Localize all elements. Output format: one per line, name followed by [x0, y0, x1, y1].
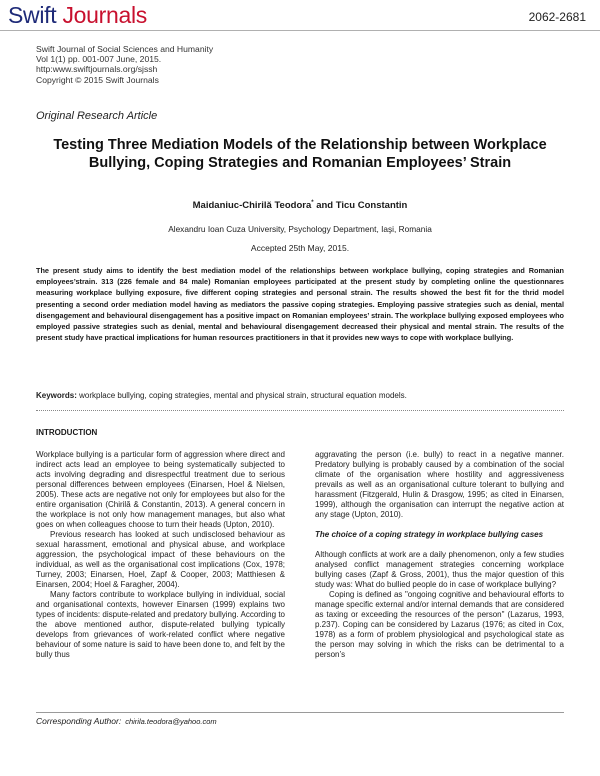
article-title: Testing Three Mediation Models of the Relationship between Workplace Bullying, Coping Strategies and Romanian Employees’ Strain: [53, 137, 547, 171]
introduction-heading: INTRODUCTION: [36, 428, 98, 437]
logo-word-swift: Swift: [8, 2, 57, 28]
paragraph: Many factors contribute to workplace bullying in individual, social and organisational contexts, however Einarsen (1999) explains two types of incidents: dispute-related and predatory bullying. According to the above mentioned author, dispute-related bullying typically develops from grievances of work-related conflict where negative behaviour of some nature is said to have been done to, and felt by the bully thus: [36, 590, 285, 659]
corresponding-email[interactable]: chirila.teodora@yahoo.com: [125, 717, 217, 726]
logo-word-journals: Journals: [62, 2, 147, 28]
article-type: Original Research Article: [36, 110, 158, 122]
corresponding-author: [36, 716, 217, 726]
corresponding-mark: *: [311, 200, 314, 206]
journal-url: http:www.swiftjournals.org/sjssh: [36, 64, 158, 75]
spacer: [315, 540, 564, 550]
issn-number: 2062-2681: [528, 10, 586, 24]
right-column: [315, 450, 564, 660]
paragraph: Although conflicts at work are a daily phenomenon, only a few studies analysed conflict management strategies concerning workplace bullying cases (Zapf & Gross, 2001), thus the major question of this study was: What do bullied people do in case of workplace bullying?: [315, 550, 564, 589]
header-divider: [0, 30, 600, 31]
paragraph: Previous research has looked at such undisclosed behaviour as sexual harassment, emotional and physical abuse, and workplace aggression, the psychological impact of these behaviours on the individual, as well as the organisational cost implications (Cox, 1978; Turney, 2003; Einarsen, Hoel, Zapf & Cooper, 2003; Matthiesen & Einarsen, 2004; Hoel & Faragher, 2004).: [36, 530, 285, 589]
paragraph: Coping is defined as "ongoing cognitive and behavioural efforts to manage specific external and/or internal demands that are considered as taxing or exceeding the resources of the person" (Lazarus, 1993, p.237). Coping can be considered by Lazarus (1976; as cited in Cox, 1978) as a form of problem physiological and psychological state as the person may solving in which the risks can be detrimental to a person’s: [315, 590, 564, 659]
author-join: and: [313, 200, 336, 212]
paragraph: aggravating the person (i.e. bully) to react in a negative manner. Predatory bullying is probably caused by a combination of the social climate of the organisation where hostility and aggressiveness prevails as well as an organisational culture tolerant to bullying and harassment (Fitzgerald, Hulin & Drasgow, 1995; as cited in Einarsen, 1999), although the organisation can interrupt the negative action at any stage (Upton, 2010).: [315, 450, 564, 519]
journal-copyright: Copyright © 2015 Swift Journals: [36, 74, 159, 85]
journal-meta: [36, 44, 213, 85]
left-column: [36, 450, 285, 660]
affiliation: Alexandru Ioan Cuza University, Psychology Department, Iaşi, Romania: [168, 224, 432, 234]
corresponding-label: Corresponding Author:: [36, 716, 122, 726]
author-1: Maidaniuc-Chirilă Teodora: [192, 200, 312, 212]
accepted-date: Accepted 25th May, 2015.: [250, 243, 350, 253]
keywords-list: workplace bullying, coping strategies, mental and physical strain, structural equation models.: [76, 391, 407, 400]
author-2: Ticu Constantin: [335, 200, 408, 212]
journal-volume: Vol 1(1) pp. 001-007 June, 2015.: [36, 54, 162, 65]
section-divider: [36, 410, 564, 411]
abstract: The present study aims to identify the best mediation model of the relationships between workplace bullying, coping strategies and Romanian employees’strain. 313 (226 female and 84 male) Romanian employees participated at the present study by completing online the questionnares measuring workplace bullying exposure, five different coping strategies and personal strain. The results showed the best fit for the thrid model presenting a second order mediation model having as mediators the passive coping strategies. Employing passive strategies such as denial, mental disengagement and behavioural disengagement has a positive impact on Romanian employees’ strain. The workplace bullying exposed employees who employed passive strategies such as denial, mental and behavioural disengagement decreased their physical and mental strain. The results of the present study have practical implications for human resources practitioners in that it provides new ways to cope with workplace bullying.: [36, 266, 564, 343]
spacer: [315, 520, 564, 530]
journal-name: Swift Journal of Social Sciences and Humanity: [36, 44, 214, 54]
author-line: [0, 200, 600, 211]
journal-logo: [8, 2, 147, 29]
footer-divider: [36, 712, 564, 713]
keywords: [36, 391, 564, 400]
keywords-label: Keywords:: [36, 391, 77, 400]
section-subheading: The choice of a coping strategy in workplace bullying cases: [315, 530, 544, 539]
paragraph: Workplace bullying is a particular form of aggression where direct and indirect acts lead an employee to being systematically subjected to acts involving degrading and disrespectful treatment due to serious personal differences between employees (Einarsen, Hoel & Nielsen, 2005). These acts are negative not only for employees but also for the entire organisation (Chirilă & Constantin, 2013). A general concern in the workplace is not only how management manages, but also what goes on when colleagues choose to turn their heads (Upton, 2010).: [36, 450, 285, 529]
